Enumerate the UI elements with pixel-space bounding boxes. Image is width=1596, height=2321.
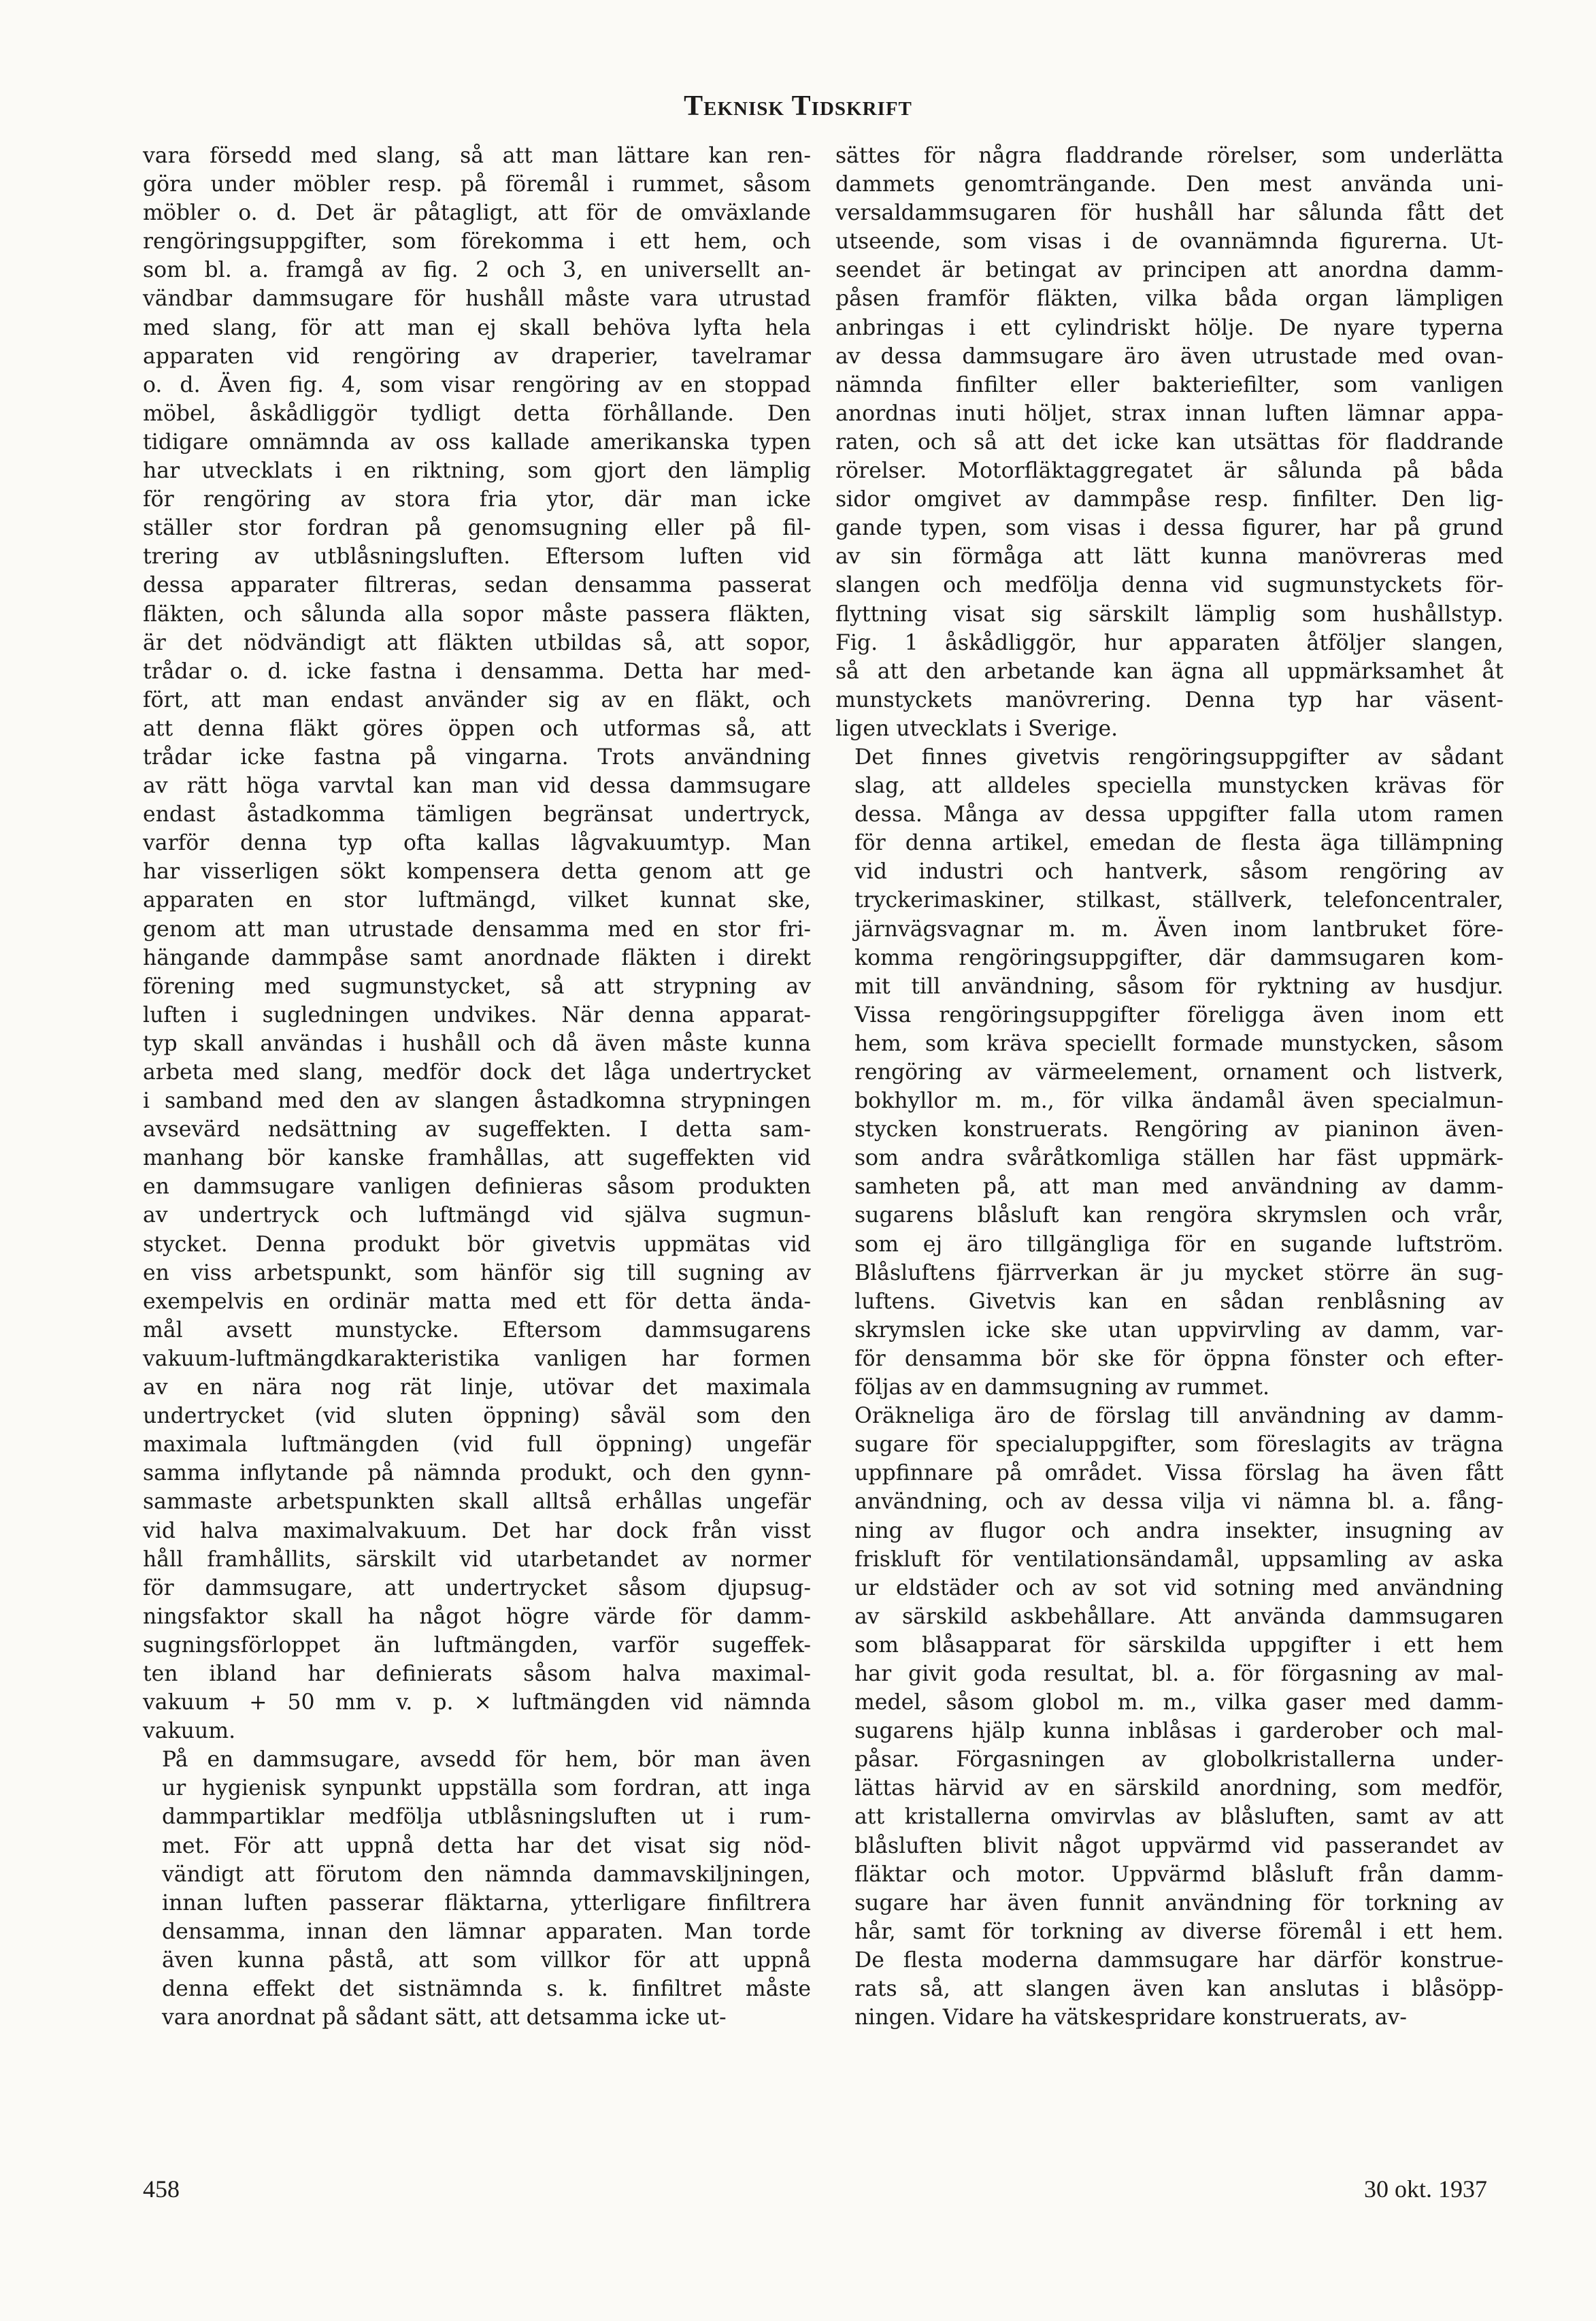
text-line: ur eldstäder och av sot vid sotning med användning	[854, 1575, 1503, 1600]
text-line: apparaten vid rengöring av draperier, tavelramar	[143, 344, 811, 369]
text-line: slangen och medfölja denna vid sugmunstyckets för-	[835, 573, 1503, 598]
text-line: mit till användning, såsom för ryktning av husdjur.	[854, 974, 1503, 999]
text-line: vid halva maximalvakuum. Det har dock från visst	[143, 1518, 811, 1543]
text-line: luften i sugledningen undvikes. När denna apparat-	[143, 1002, 811, 1027]
right-column	[835, 142, 1503, 2032]
text-line: slag, att alldeles speciella munstycken krävas för	[854, 774, 1503, 799]
text-line: denna effekt det sistnämnda s. k. finfiltret måste	[162, 1977, 811, 2001]
paragraph	[143, 142, 811, 1745]
text-line: av särskild askbehållare. Att använda dammsugaren	[854, 1604, 1503, 1629]
text-line: Oräkneliga äro de förslag till användning av damm-	[854, 1404, 1503, 1429]
text-line: hängande dammpåse samt anordnade fläkten i direkt	[143, 945, 811, 970]
text-line: mål avsett munstycke. Eftersom dammsugarens	[143, 1317, 811, 1343]
text-line: ställer stor fordran på genomsugning eller på fil-	[143, 516, 811, 541]
text-line: järnvägsvagnar m. m. Även inom lantbruket före-	[854, 917, 1503, 942]
text-line: anordnas inuti höljet, strax innan luften lämnar appa-	[835, 401, 1503, 426]
text-line: hår, samt för torkning av diverse föremål i ett hem.	[854, 1919, 1503, 1944]
text-line: tidigare omnämnda av oss kallade amerikanska typen	[143, 429, 811, 455]
text-line: ten ibland har definierats såsom halva maximal-	[143, 1661, 811, 1686]
text-line: tryckerimaskiner, stilkast, ställverk, telefoncentraler,	[854, 888, 1503, 913]
text-line: uppfinnare på området. Vissa förslag ha även fått	[854, 1461, 1503, 1486]
text-line: gande typen, som visas i dessa figurer, har på grund	[835, 516, 1503, 541]
text-line: för dammsugare, att undertrycket såsom djupsug-	[143, 1575, 811, 1600]
text-line: har givit goda resultat, bl. a. för förgasning av mal-	[854, 1661, 1503, 1686]
text-line: i samband med den av slangen åstadkomna strypningen	[143, 1089, 811, 1114]
text-line: dammets genomträngande. Den mest använda uni-	[835, 172, 1503, 197]
paragraph	[835, 142, 1503, 743]
text-line: som andra svåråtkomliga ställen har fäst uppmärk-	[854, 1146, 1503, 1171]
text-line: undertrycket (vid sluten öppning) såväl som den	[143, 1404, 811, 1429]
text-line: håll framhållits, särskilt vid utarbetandet av normer	[143, 1547, 811, 1572]
text-line: vid industri och hantverk, såsom rengöring av	[854, 859, 1503, 885]
page-number: 458	[143, 2175, 180, 2203]
text-line: innan luften passerar fläktarna, ytterligare finfiltrera	[162, 1890, 811, 1915]
text-line: Fig. 1 åskådliggör, hur apparaten åtföljer slangen,	[835, 630, 1503, 655]
text-line: ning av flugor och andra insekter, insugning av	[854, 1518, 1503, 1543]
text-line: apparaten en stor luftmängd, vilket kunnat ske,	[143, 888, 811, 913]
text-line: vändbar dammsugare för hushåll måste vara utrustad	[143, 286, 811, 312]
text-line: flyttning visat sig särskilt lämplig som hushållstyp.	[835, 602, 1503, 627]
text-line: hem, som kräva speciellt formade munstycken, såsom	[854, 1031, 1503, 1056]
text-line: dessa apparater filtreras, sedan densamma passerat	[143, 573, 811, 598]
text-line: fläkten, och sålunda alla sopor måste passera fläkten,	[143, 602, 811, 627]
text-line: skrymslen icke ske utan uppvirvling av damm, var-	[854, 1317, 1503, 1343]
text-line: stycken konstruerats. Rengöring av pianinon även-	[854, 1117, 1503, 1142]
text-line: stycket. Denna produkt bör givetvis uppmätas vid	[143, 1232, 811, 1257]
text-line: varför denna typ ofta kallas lågvakuumtyp. Man	[143, 831, 811, 856]
text-line: bokhyllor m. m., för vilka ändamål även specialmun-	[854, 1089, 1503, 1114]
text-line: rörelser. Motorfläktaggregatet är sålunda på båda	[835, 459, 1503, 484]
left-column	[143, 142, 811, 2032]
text-line: som blåsapparat för särskilda uppgifter i ett hem	[854, 1632, 1503, 1658]
text-line: vakuum.	[143, 1719, 236, 1744]
text-line: vakuum-luftmängdkarakteristika vanligen har formen	[143, 1346, 811, 1371]
text-line: met. För att uppnå detta har det visat sig nöd-	[162, 1833, 811, 1858]
text-line: trering av utblåsningsluften. Eftersom luften vid	[143, 544, 811, 570]
text-line: möbel, åskådliggör tydligt detta förhållande. Den	[143, 401, 811, 426]
text-line: medel, såsom globol m. m., vilka gaser med damm-	[854, 1690, 1503, 1715]
text-line: utseende, som visas i de ovannämnda figurerna. Ut-	[835, 229, 1503, 254]
text-line: vara försedd med slang, så att man lättare kan ren-	[143, 144, 811, 168]
text-line: så att den arbetande kan ägna all uppmärksamhet åt	[835, 659, 1503, 684]
text-line: sugare har även funnit användning för torkning av	[854, 1890, 1503, 1915]
text-line: sidor omgivet av dammpåse resp. finfilter. Den lig-	[835, 487, 1503, 512]
text-line: maximala luftmängden (vid full öppning) ungefär	[143, 1432, 811, 1458]
text-line: rengöring av värmeelement, ornament och listverk,	[854, 1060, 1503, 1085]
text-line: av sin förmåga att lätt kunna manövreras med	[835, 544, 1503, 570]
text-line: friskluft för ventilationsändamål, uppsamling av aska	[854, 1547, 1503, 1572]
text-line: typ skall användas i hushåll och då även måste kunna	[143, 1031, 811, 1056]
text-line: dessa. Många av dessa uppgifter falla utom ramen	[854, 802, 1503, 827]
text-line: av undertryck och luftmängd vid själva sugmun-	[143, 1203, 811, 1228]
text-line: exempelvis en ordinär matta med ett för detta ända-	[143, 1289, 811, 1314]
text-line: Vissa rengöringsuppgifter föreligga även inom ett	[854, 1002, 1503, 1027]
text-line: vändigt att förutom den nämnda dammavskiljningen,	[162, 1862, 811, 1887]
text-line: sugningsförloppet än luftmängden, varför sugeffek-	[143, 1632, 811, 1658]
text-line: förening med sugmunstycket, så att strypning av	[143, 974, 811, 999]
text-line: sättes för några fladdrande rörelser, som underlätta	[835, 144, 1503, 168]
text-line: ligen utvecklats i Sverige.	[835, 716, 1118, 741]
text-line: De flesta moderna dammsugare har därför konstrue-	[854, 1947, 1503, 1973]
text-line: för densamma bör ske för öppna fönster och efter-	[854, 1346, 1503, 1371]
text-line: har utvecklats i en riktning, som gjort den lämplig	[143, 459, 811, 484]
text-line: blåsluften blivit något uppvärmd vid passerandet av	[854, 1833, 1503, 1858]
text-line: sugarens blåsluft kan rengöra skrymslen och vrår,	[854, 1203, 1503, 1228]
text-line: vakuum + 50 mm v. p. × luftmängden vid nämnda	[143, 1690, 811, 1715]
text-line: en viss arbetspunkt, som hänför sig till sugning av	[143, 1260, 811, 1285]
text-line: påsar. Förgasningen av globolkristallerna under-	[854, 1747, 1503, 1773]
text-line: nämnda finfilter eller bakteriefilter, som vanligen	[835, 372, 1503, 397]
text-line: sammaste arbetspunkten skall alltså erhållas ungefär	[143, 1489, 811, 1515]
paragraph	[143, 1745, 811, 2032]
text-line: genom att man utrustade densamma med en stor fri-	[143, 917, 811, 942]
text-line: seendet är betingat av principen att anordna damm-	[835, 258, 1503, 283]
text-line: komma rengöringsuppgifter, där dammsugaren kom-	[854, 945, 1503, 970]
text-line: dammpartiklar medfölja utblåsningsluften ut i rum-	[162, 1805, 811, 1830]
text-line: anbringas i ett cylindriskt hölje. De nyare typerna	[835, 315, 1503, 340]
text-line: rats så, att slangen även kan anslutas i blåsöpp-	[854, 1977, 1503, 2001]
text-line: lättas härvid av en särskild anordning, som medför,	[854, 1776, 1503, 1801]
text-line: följas av en dammsugning av rummet.	[854, 1375, 1270, 1400]
text-line: munstyckets manövrering. Denna typ har väsent-	[835, 687, 1503, 712]
text-line: har visserligen sökt kompensera detta genom att ge	[143, 859, 811, 885]
text-line: endast åstadkomma tämligen begränsat undertryck,	[143, 802, 811, 827]
text-line: Blåsluftens fjärrverkan är ju mycket större än sug-	[854, 1260, 1503, 1285]
paragraph	[835, 743, 1503, 1402]
text-line: trådar o. d. icke fastna i densamma. Detta har med-	[143, 659, 811, 684]
text-line: som ej äro tillgängliga för en sugande luftström.	[854, 1232, 1503, 1257]
text-line: av dessa dammsugare äro även utrustade med ovan-	[835, 344, 1503, 369]
text-line: för denna artikel, emedan de flesta äga tillämpning	[854, 831, 1503, 856]
text-line: av en nära nog rät linje, utövar det maximala	[143, 1375, 811, 1400]
text-line: luftens. Givetvis kan en sådan renblåsning av	[854, 1289, 1503, 1314]
text-line: påsen framför fläkten, vilka båda organ lämpligen	[835, 286, 1503, 312]
text-line: för rengöring av stora fria ytor, där man icke	[143, 487, 811, 512]
text-line: ningen. Vidare ha vätskespridare konstruerats, av-	[854, 2005, 1408, 2030]
journal-header: Teknisk Tidskrift	[684, 90, 912, 122]
text-line: möbler o. d. Det är påtagligt, att för de omväxlande	[143, 201, 811, 226]
text-line: med slang, för att man ej skall behöva lyfta hela	[143, 315, 811, 340]
text-line: som bl. a. framgå av fig. 2 och 3, en universellt an-	[143, 258, 811, 283]
text-line: av rätt höga varvtal kan man vid dessa dammsugare	[143, 774, 811, 799]
text-line: samma inflytande på nämnda produkt, och den gynn-	[143, 1461, 811, 1486]
text-line: även kunna påstå, att som villkor för att uppnå	[162, 1947, 811, 1973]
text-line: användning, och av dessa vilja vi nämna bl. a. fång-	[854, 1489, 1503, 1515]
text-line: sugarens hjälp kunna inblåsas i garderober och mal-	[854, 1719, 1503, 1744]
text-line: Det finnes givetvis rengöringsuppgifter av sådant	[854, 744, 1503, 770]
text-line: fört, att man endast använder sig av en fläkt, och	[143, 687, 811, 712]
text-line: o. d. Även fig. 4, som visar rengöring av en stoppad	[143, 372, 811, 397]
text-line: avsevärd nedsättning av sugeffekten. I detta sam-	[143, 1117, 811, 1142]
text-line: samheten på, att man med användning av damm-	[854, 1174, 1503, 1200]
text-line: vara anordnat på sådant sätt, att detsamma icke ut-	[162, 2005, 727, 2030]
text-line: rengöringsuppgifter, som förekomma i ett hem, och	[143, 229, 811, 254]
text-line: sugare för specialuppgifter, som föreslagits av trägna	[854, 1432, 1503, 1458]
text-line: trådar icke fastna på vingarna. Trots användning	[143, 744, 811, 770]
text-line: fläktar och motor. Uppvärmd blåsluft från damm-	[854, 1862, 1503, 1887]
text-line: densamma, innan den lämnar apparaten. Man torde	[162, 1919, 811, 1944]
text-line: att kristallerna omvirvlas av blåsluften, samt av att	[854, 1805, 1503, 1830]
issue-date: 30 okt. 1937	[1363, 2175, 1487, 2203]
text-line: att denna fläkt göres öppen och utformas så, att	[143, 716, 811, 741]
text-line: ningsfaktor skall ha något högre värde för damm-	[143, 1604, 811, 1629]
text-line: är det nödvändigt att fläkten utbildas så, att sopor,	[143, 630, 811, 655]
text-line: manhang bör kanske framhållas, att sugeffekten vid	[143, 1146, 811, 1171]
text-line: versaldammsugaren för hushåll har sålunda fått det	[835, 201, 1503, 226]
text-line: arbeta med slang, medför dock det låga undertrycket	[143, 1060, 811, 1085]
text-line: På en dammsugare, avsedd för hem, bör man även	[162, 1747, 811, 1773]
text-line: ur hygienisk synpunkt uppställa som fordran, att inga	[162, 1776, 811, 1801]
text-line: göra under möbler resp. på föremål i rummet, såsom	[143, 172, 811, 197]
paragraph	[835, 1402, 1503, 2032]
text-line: raten, och så att det icke kan utsättas för fladdrande	[835, 429, 1503, 455]
text-line: en dammsugare vanligen definieras såsom produkten	[143, 1174, 811, 1200]
